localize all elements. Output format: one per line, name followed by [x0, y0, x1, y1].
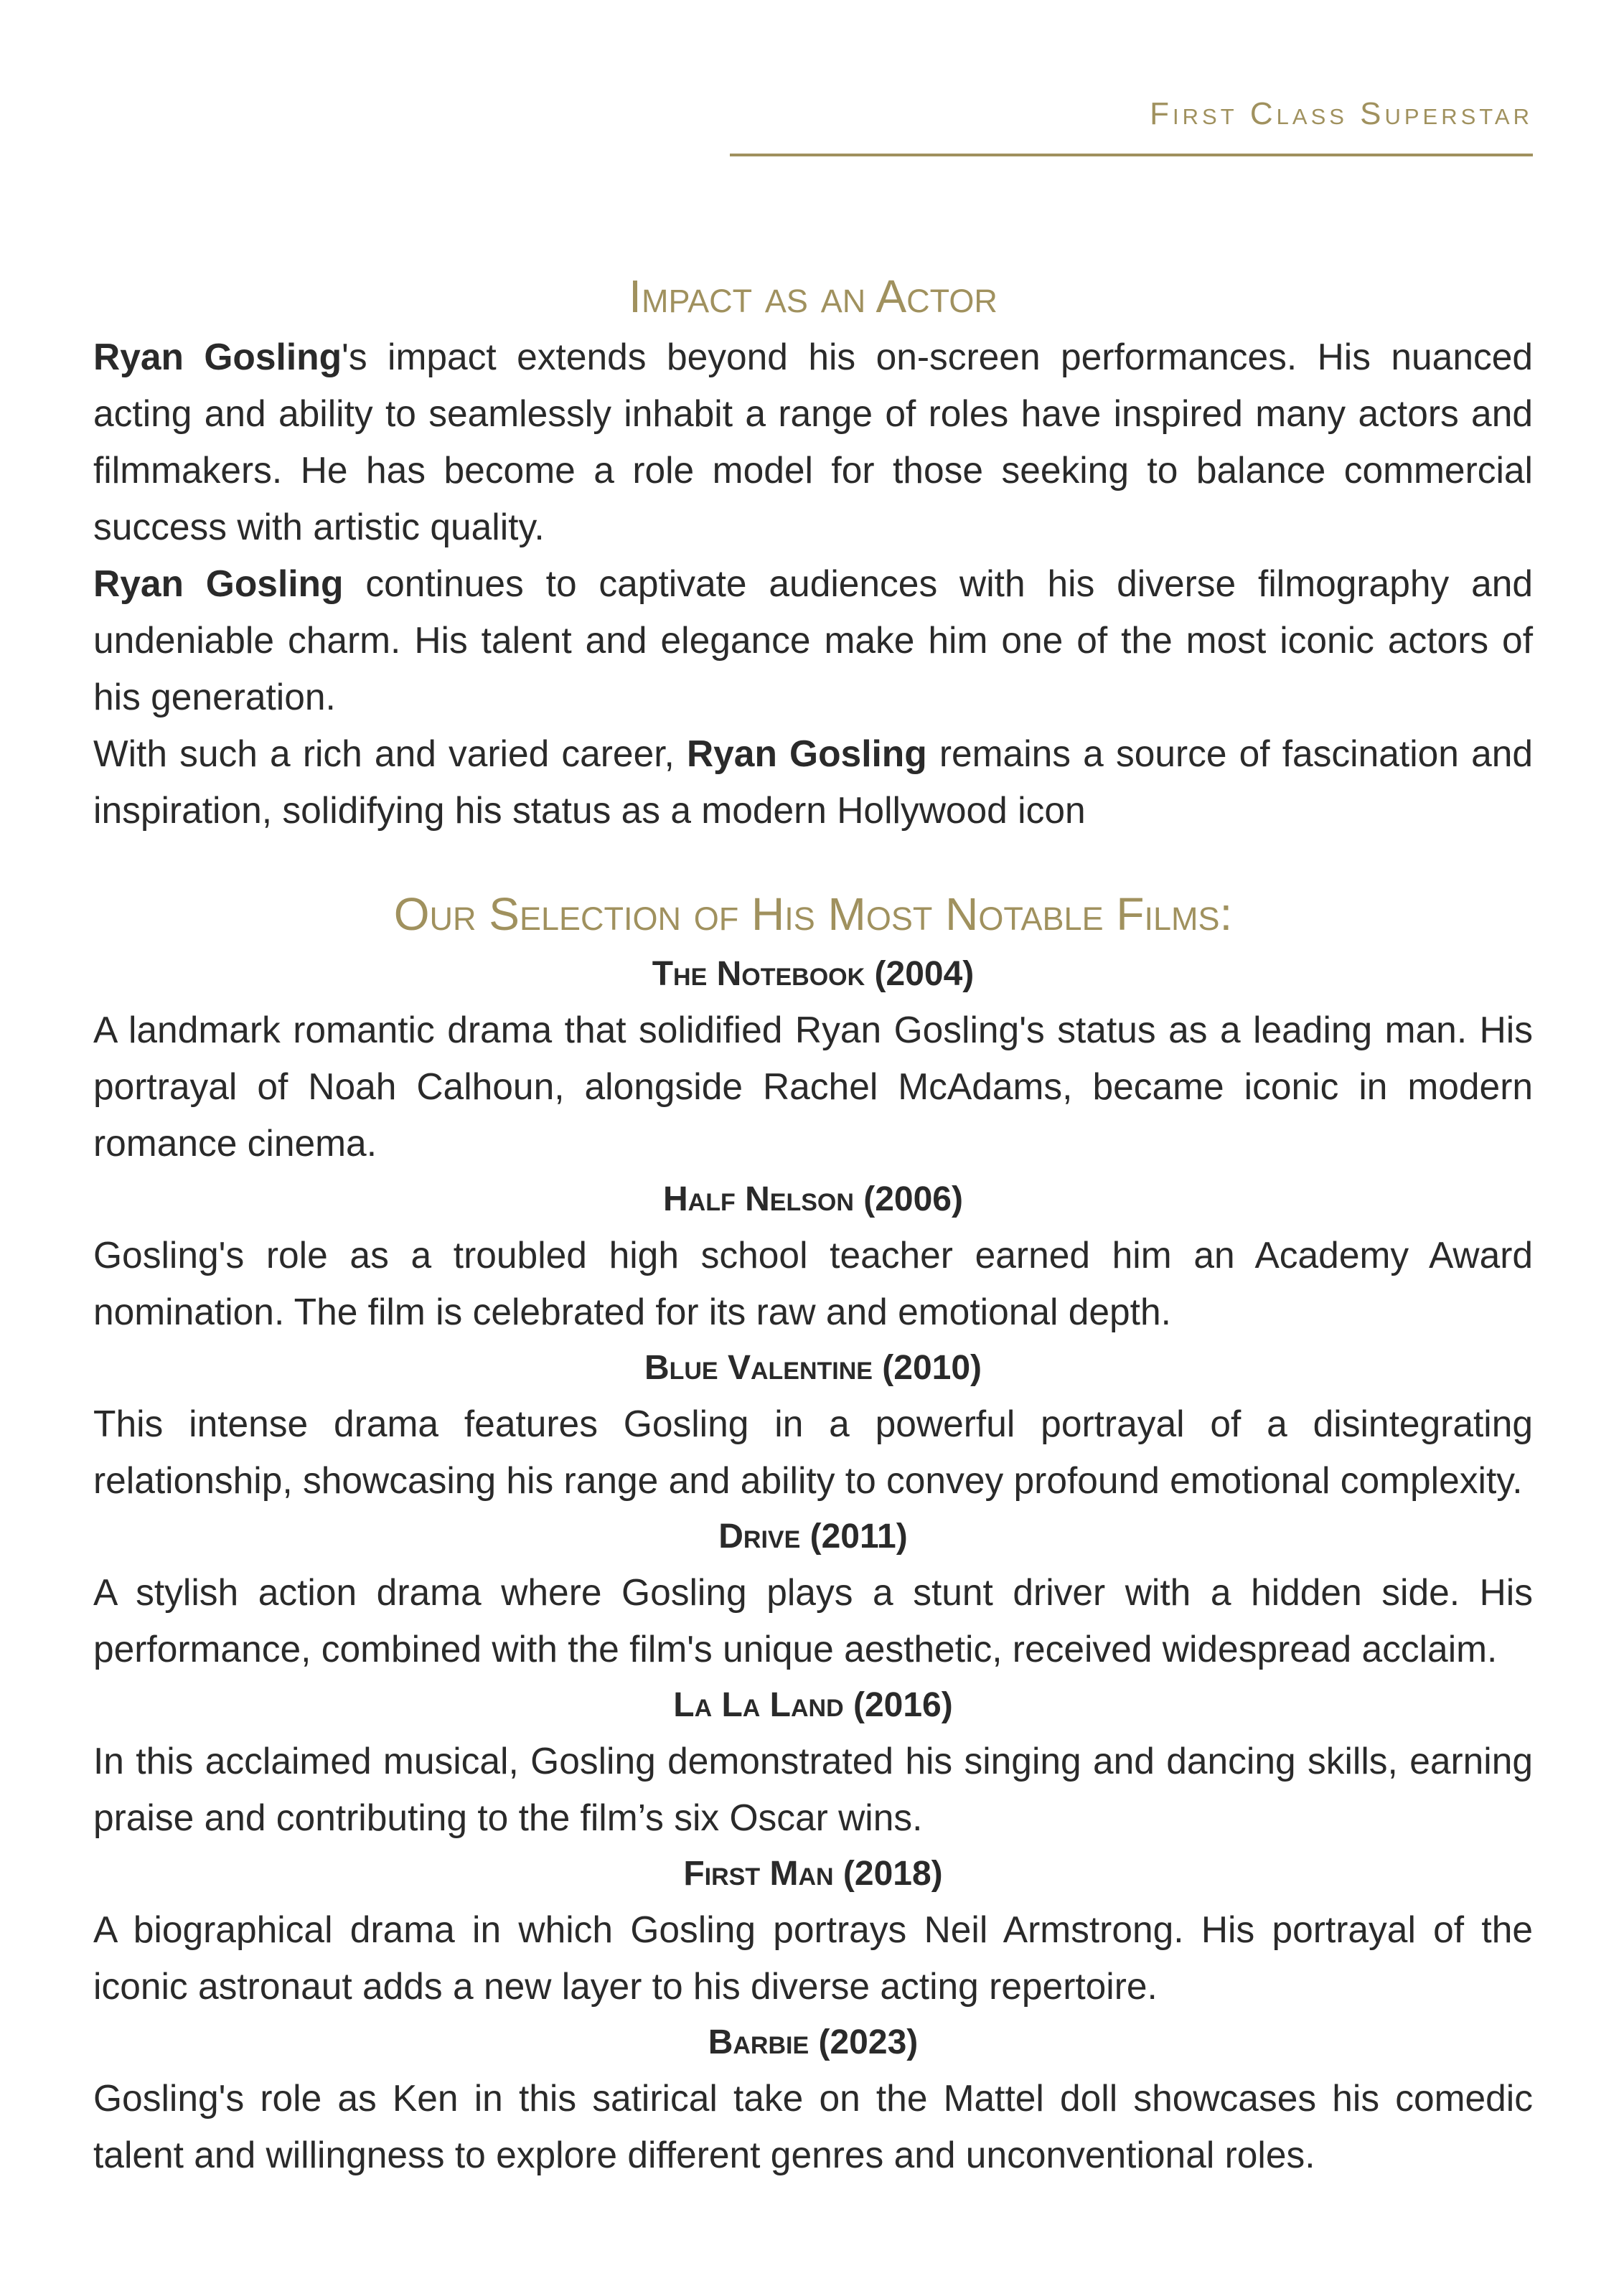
film-entry [93, 1509, 1533, 1678]
film-title: La La Land (2016) [673, 1686, 953, 1724]
film-title: First Man (2018) [683, 1855, 943, 1893]
film-entry [93, 1340, 1533, 1509]
paragraph-text: 's impact extends beyond his on-screen performances. His nuanced acting and ability to seamlessly inhabit a range of roles have inspired many actors and filmmakers. He has become a role model for those seeking to balance commercial success with artistic quality. [93, 336, 1533, 547]
film-title: Half Nelson (2006) [663, 1180, 963, 1218]
film-entry [93, 2015, 1533, 2183]
paragraph-text: continues to captivate audiences with his diverse filmography and undeniable charm. His talent and elegance make him one of the most iconic actors of his generation. [93, 563, 1533, 718]
film-entry [93, 1846, 1533, 2015]
film-title: The Notebook (2004) [652, 955, 975, 993]
film-entry [93, 1172, 1533, 1340]
film-description: In this acclaimed musical, Gosling demonstrated his singing and dancing skills, earning praise and contributing to the film’s six Oscar wins. [93, 1740, 1533, 1838]
film-entry [93, 946, 1533, 1172]
paragraph-text: remains a source of fascination and inspiration, solidifying his status as a modern Hollywood icon [93, 733, 1533, 831]
film-entry [93, 1678, 1533, 1846]
actor-name: Ryan Gosling [93, 336, 342, 377]
film-description: Gosling's role as a troubled high school teacher earned him an Academy Award nomination. The film is celebrated for its raw and emotional depth. [93, 1234, 1533, 1332]
impact-paragraph-1 [93, 329, 1533, 555]
paragraph-text: With such a rich and varied career, [93, 733, 687, 774]
actor-name: Ryan Gosling [93, 563, 344, 604]
film-description: A stylish action drama where Gosling plays a stunt driver with a hidden side. His performance, combined with the film's unique aesthetic, received widespread acclaim. [93, 1571, 1533, 1670]
impact-paragraph-3 [93, 725, 1533, 839]
film-list [93, 946, 1533, 2183]
impact-paragraph-2 [93, 555, 1533, 725]
page-content [93, 264, 1533, 2183]
impact-section-title: Impact as an Actor [629, 270, 998, 322]
film-title: Blue Valentine (2010) [644, 1349, 982, 1387]
film-description: A landmark romantic drama that solidified Ryan Gosling's status as a leading man. His portrayal of Noah Calhoun, alongside Rachel McAdams, became iconic in modern romance cinema. [93, 1009, 1533, 1164]
header-divider [730, 154, 1533, 156]
film-description: Gosling's role as Ken in this satirical take on the Mattel doll showcases his comedic talent and willingness to explore different genres and unconventional roles. [93, 2077, 1533, 2175]
film-description: This intense drama features Gosling in a powerful portrayal of a disintegrating relationship, showcasing his range and ability to convey profound emotional complexity. [93, 1403, 1533, 1501]
running-header: First Class Superstar [1150, 96, 1533, 131]
film-description: A biographical drama in which Gosling portrays Neil Armstrong. His portrayal of the iconic astronaut adds a new layer to his diverse acting repertoire. [93, 1909, 1533, 2007]
films-section-title: Our Selection of His Most Notable Films: [393, 888, 1233, 940]
film-title: Barbie (2023) [708, 2023, 919, 2061]
film-title: Drive (2011) [718, 1518, 908, 1556]
actor-name: Ryan Gosling [686, 733, 927, 774]
